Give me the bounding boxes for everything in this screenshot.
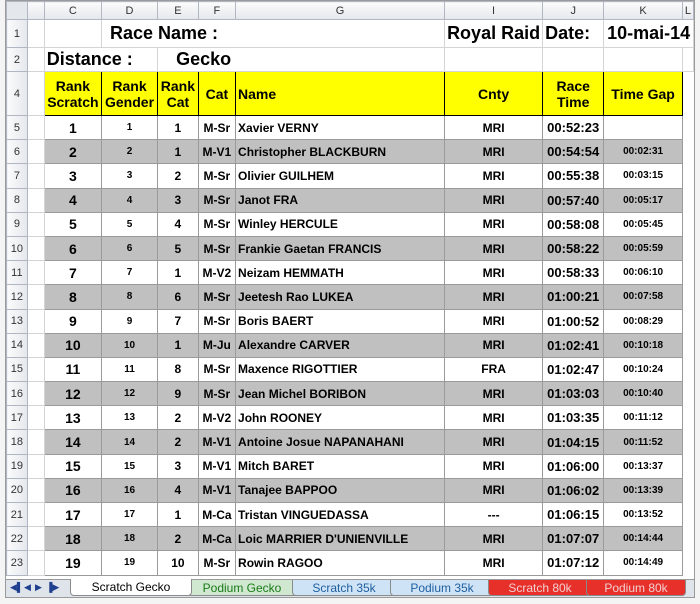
header-cnty[interactable]: Cnty [445,72,543,116]
row-header[interactable]: 9 [7,212,28,236]
cell-blank[interactable] [27,503,44,527]
rank-scratch-cell[interactable]: 3 [44,164,101,188]
rank-scratch-cell[interactable]: 10 [44,333,101,357]
rank-cat-cell[interactable]: 2 [158,430,199,454]
cat-cell[interactable]: M-V2 [198,406,235,430]
sheet-tab-scratch-80k[interactable]: Scratch 80k [488,580,592,596]
rank-cat-cell[interactable]: 7 [158,309,199,333]
cnty-cell[interactable]: MRI [445,188,543,212]
row-header[interactable]: 16 [7,382,28,406]
cell-blank[interactable] [27,430,44,454]
cat-cell[interactable]: M-V1 [198,478,235,502]
rank-gender-cell[interactable]: 4 [101,188,157,212]
rank-gender-cell[interactable]: 15 [101,454,157,478]
row-header[interactable]: 10 [7,236,28,260]
row-header[interactable]: 20 [7,478,28,502]
cell-blank[interactable] [27,261,44,285]
cell-blank[interactable] [27,527,44,551]
table-row [7,212,694,236]
rank-cat-cell[interactable]: 4 [158,478,199,502]
cnty-cell[interactable]: MRI [445,285,543,309]
cnty-cell[interactable]: MRI [445,430,543,454]
column-header-k[interactable]: K [604,2,683,20]
row-header[interactable]: 12 [7,285,28,309]
time-gap-cell[interactable]: 00:13:37 [604,454,683,478]
name-cell[interactable]: Boris BAERT [236,309,445,333]
name-cell[interactable]: Janot FRA [236,188,445,212]
time-gap-cell[interactable]: 00:07:58 [604,285,683,309]
header-rank-cat[interactable]: Rank Cat [158,72,199,116]
cell-blank[interactable] [27,357,44,381]
race-time-cell[interactable]: 01:03:35 [543,406,604,430]
results-grid [6,1,694,576]
table-row [7,430,694,454]
cat-cell[interactable]: M-Sr [198,188,235,212]
sheet-tab-scratch-35k[interactable]: Scratch 35k [292,580,396,596]
cat-cell[interactable]: M-Sr [198,212,235,236]
column-header-blank[interactable] [27,2,44,20]
race-name-value[interactable]: Royal Raid [445,20,543,48]
table-row [7,406,694,430]
rank-gender-cell[interactable]: 13 [101,406,157,430]
cell-blank[interactable] [682,48,693,72]
header-rank-gender[interactable]: Rank Gender [101,72,157,116]
cnty-cell[interactable]: MRI [445,212,543,236]
cell-blank[interactable] [445,48,543,72]
name-cell[interactable]: Tristan VINGUEDASSA [236,503,445,527]
time-gap-cell[interactable]: 00:11:12 [604,406,683,430]
table-row [7,116,694,140]
table-row [7,382,694,406]
race-time-cell[interactable]: 01:06:02 [543,478,604,502]
row-header[interactable]: 13 [7,309,28,333]
time-gap-cell[interactable]: 00:13:39 [604,478,683,502]
rank-gender-cell[interactable]: 19 [101,551,157,575]
rank-scratch-cell[interactable]: 2 [44,140,101,164]
date-value[interactable]: 10-mai-14 [604,20,694,48]
rank-gender-cell[interactable]: 10 [101,333,157,357]
race-time-cell[interactable]: 01:02:41 [543,333,604,357]
table-row [7,236,694,260]
rank-scratch-cell[interactable]: 9 [44,309,101,333]
cnty-cell[interactable]: MRI [445,116,543,140]
name-cell[interactable]: Tanajee BAPPOO [236,478,445,502]
cnty-cell[interactable]: MRI [445,527,543,551]
cat-cell[interactable]: M-V1 [198,454,235,478]
sheet-tab-podium-35k[interactable]: Podium 35k [390,580,494,596]
cat-cell[interactable]: M-Ju [198,333,235,357]
rank-gender-cell[interactable]: 6 [101,236,157,260]
select-all-corner[interactable] [7,2,28,20]
column-header-f[interactable]: F [198,2,235,20]
cell-blank[interactable] [27,236,44,260]
rank-cat-cell[interactable]: 9 [158,382,199,406]
cat-cell[interactable]: M-Ca [198,527,235,551]
table-row [7,164,694,188]
cell-blank[interactable] [27,333,44,357]
column-header-d[interactable]: D [101,2,157,20]
time-gap-cell[interactable]: 00:11:52 [604,430,683,454]
column-header-l[interactable]: L [682,2,693,20]
race-time-cell[interactable]: 01:04:15 [543,430,604,454]
time-gap-cell[interactable]: 00:10:40 [604,382,683,406]
name-cell[interactable]: Mitch BARET [236,454,445,478]
rank-scratch-cell[interactable]: 4 [44,188,101,212]
row-header-1[interactable]: 1 [7,20,28,48]
rank-cat-cell[interactable]: 2 [158,406,199,430]
time-gap-cell[interactable]: 00:03:15 [604,164,683,188]
race-time-cell[interactable]: 00:58:08 [543,212,604,236]
name-cell[interactable]: John ROONEY [236,406,445,430]
name-cell[interactable]: Winley HERCULE [236,212,445,236]
rank-scratch-cell[interactable]: 5 [44,212,101,236]
row-header[interactable]: 5 [7,116,28,140]
rank-scratch-cell[interactable]: 19 [44,551,101,575]
race-time-cell[interactable]: 00:58:22 [543,236,604,260]
table-row [7,140,694,164]
table-row [7,333,694,357]
time-gap-cell[interactable]: 00:05:17 [604,188,683,212]
first-sheet-icon[interactable]: ◀▌ [10,582,24,592]
name-cell[interactable]: Loic MARRIER D'UNIENVILLE [236,527,445,551]
name-cell[interactable]: Jean Michel BORIBON [236,382,445,406]
rank-scratch-cell[interactable]: 13 [44,406,101,430]
rank-gender-cell[interactable]: 16 [101,478,157,502]
race-time-cell[interactable]: 00:57:40 [543,188,604,212]
rank-scratch-cell[interactable]: 12 [44,382,101,406]
name-cell[interactable]: Olivier GUILHEM [236,164,445,188]
cnty-cell[interactable]: MRI [445,309,543,333]
row-header-2[interactable]: 2 [7,48,28,72]
name-cell[interactable]: Alexandre CARVER [236,333,445,357]
row-header[interactable]: 22 [7,527,28,551]
row-header-4[interactable]: 4 [7,72,28,116]
cell-blank[interactable] [27,406,44,430]
cnty-cell[interactable]: MRI [445,382,543,406]
rank-cat-cell[interactable]: 3 [158,454,199,478]
cat-cell[interactable]: M-Sr [198,164,235,188]
rank-gender-cell[interactable]: 7 [101,261,157,285]
rank-gender-cell[interactable]: 12 [101,382,157,406]
race-time-cell[interactable]: 01:07:07 [543,527,604,551]
race-time-cell[interactable]: 01:02:47 [543,357,604,381]
rank-cat-cell[interactable]: 5 [158,236,199,260]
distance-value[interactable]: Gecko [158,48,445,72]
time-gap-cell[interactable]: 00:05:59 [604,236,683,260]
name-cell[interactable]: Antoine Josue NAPANAHANI [236,430,445,454]
sheet-tab-scratch-gecko[interactable]: Scratch Gecko [70,579,192,596]
table-row [7,285,694,309]
last-sheet-icon[interactable]: ▐▶ [46,582,60,592]
table-row [7,309,694,333]
time-gap-cell[interactable]: 00:06:10 [604,261,683,285]
cell-blank[interactable] [27,116,44,140]
table-row [7,478,694,502]
spreadsheet-window [5,0,695,598]
cat-cell[interactable]: M-V1 [198,430,235,454]
cnty-cell[interactable]: MRI [445,478,543,502]
table-row [7,527,694,551]
name-cell[interactable]: Xavier VERNY [236,116,445,140]
cat-cell[interactable]: M-Sr [198,551,235,575]
cell-blank[interactable] [27,140,44,164]
table-row [7,188,694,212]
time-gap-cell[interactable]: 00:13:52 [604,503,683,527]
cat-cell[interactable]: M-Sr [198,309,235,333]
rank-gender-cell[interactable]: 1 [101,116,157,140]
cnty-cell[interactable]: MRI [445,406,543,430]
cnty-cell[interactable]: --- [445,503,543,527]
row-header[interactable]: 8 [7,188,28,212]
rank-scratch-cell[interactable]: 16 [44,478,101,502]
rank-scratch-cell[interactable]: 8 [44,285,101,309]
rank-gender-cell[interactable]: 18 [101,527,157,551]
time-gap-cell[interactable]: 00:02:31 [604,140,683,164]
cat-cell[interactable]: M-Sr [198,357,235,381]
time-gap-cell[interactable]: 00:10:18 [604,333,683,357]
rank-cat-cell[interactable]: 1 [158,333,199,357]
row-header[interactable]: 23 [7,551,28,575]
table-row [7,357,694,381]
cell-blank[interactable] [27,212,44,236]
rank-gender-cell[interactable]: 11 [101,357,157,381]
row-header[interactable]: 21 [7,503,28,527]
column-header-i[interactable]: I [445,2,543,20]
rank-cat-cell[interactable]: 2 [158,527,199,551]
time-gap-cell[interactable]: 00:14:49 [604,551,683,575]
column-header-g[interactable]: G [236,2,445,20]
row-header[interactable]: 17 [7,406,28,430]
rank-cat-cell[interactable]: 3 [158,188,199,212]
cnty-cell[interactable]: MRI [445,140,543,164]
name-cell[interactable]: Rowin RAGOO [236,551,445,575]
rank-scratch-cell[interactable]: 7 [44,261,101,285]
table-row [7,454,694,478]
race-time-cell[interactable]: 01:03:03 [543,382,604,406]
table-row [7,261,694,285]
rank-scratch-cell[interactable]: 15 [44,454,101,478]
table-row [7,551,694,575]
race-time-cell[interactable]: 00:58:33 [543,261,604,285]
cnty-cell[interactable]: FRA [445,357,543,381]
row-header[interactable]: 11 [7,261,28,285]
time-gap-cell[interactable]: 00:10:24 [604,357,683,381]
row-header[interactable]: 6 [7,140,28,164]
rank-gender-cell[interactable]: 14 [101,430,157,454]
time-gap-cell[interactable] [604,116,683,140]
rank-scratch-cell[interactable]: 6 [44,236,101,260]
rank-gender-cell[interactable]: 2 [101,140,157,164]
table-row [7,503,694,527]
sheet-tab-bar [6,579,694,597]
cell-blank[interactable] [604,48,683,72]
rank-scratch-cell[interactable]: 1 [44,116,101,140]
time-gap-cell[interactable]: 00:05:45 [604,212,683,236]
prev-sheet-icon[interactable]: ◀ [24,582,31,592]
race-time-cell[interactable]: 01:00:21 [543,285,604,309]
rank-scratch-cell[interactable]: 17 [44,503,101,527]
cat-cell[interactable]: M-V1 [198,140,235,164]
race-time-cell[interactable]: 00:54:54 [543,140,604,164]
rank-gender-cell[interactable]: 3 [101,164,157,188]
row-header[interactable]: 14 [7,333,28,357]
cat-cell[interactable]: M-Ca [198,503,235,527]
name-cell[interactable]: Jeetesh Rao LUKEA [236,285,445,309]
name-cell[interactable]: Neizam HEMMATH [236,261,445,285]
rank-scratch-cell[interactable]: 14 [44,430,101,454]
rank-gender-cell[interactable]: 5 [101,212,157,236]
cell-blank[interactable] [27,285,44,309]
cell-blank[interactable] [27,309,44,333]
race-time-cell[interactable]: 01:06:15 [543,503,604,527]
time-gap-cell[interactable]: 00:08:29 [604,309,683,333]
column-header-e[interactable]: E [158,2,199,20]
rank-cat-cell[interactable]: 8 [158,357,199,381]
cell-blank[interactable] [27,188,44,212]
row-header[interactable]: 19 [7,454,28,478]
cat-cell[interactable]: M-Sr [198,382,235,406]
cat-cell[interactable]: M-Sr [198,285,235,309]
cnty-cell[interactable]: MRI [445,333,543,357]
cat-cell[interactable]: M-Sr [198,116,235,140]
header-rank-scratch[interactable]: Rank Scratch [44,72,101,116]
name-cell[interactable]: Frankie Gaetan FRANCIS [236,236,445,260]
header-name[interactable]: Name [236,72,445,116]
cnty-cell[interactable]: MRI [445,261,543,285]
race-time-cell[interactable]: 00:52:23 [543,116,604,140]
header-time-gap[interactable]: Time Gap [604,72,683,116]
race-time-cell[interactable]: 01:06:00 [543,454,604,478]
sheet-tab-podium-80k[interactable]: Podium 80k [586,580,686,596]
cell-blank[interactable] [543,48,604,72]
cell-blank[interactable] [27,382,44,406]
header-race-time[interactable]: Race Time [543,72,604,116]
cell-blank[interactable] [27,454,44,478]
cnty-cell[interactable]: MRI [445,454,543,478]
cell-blank[interactable] [27,72,44,116]
cell-blank[interactable] [27,20,44,48]
rank-cat-cell[interactable]: 4 [158,212,199,236]
rank-cat-cell[interactable]: 1 [158,116,199,140]
race-time-cell[interactable]: 00:55:38 [543,164,604,188]
cell-blank[interactable] [27,164,44,188]
row-header[interactable]: 18 [7,430,28,454]
date-label[interactable]: Date: [543,20,604,48]
column-header-j[interactable]: J [543,2,604,20]
row-header[interactable]: 7 [7,164,28,188]
name-cell[interactable]: Maxence RIGOTTIER [236,357,445,381]
distance-label[interactable]: Distance : [44,48,157,72]
time-gap-cell[interactable]: 00:14:44 [604,527,683,551]
column-header-c[interactable]: C [44,2,101,20]
rank-cat-cell[interactable]: 10 [158,551,199,575]
race-time-cell[interactable]: 01:00:52 [543,309,604,333]
rank-gender-cell[interactable]: 9 [101,309,157,333]
race-time-cell[interactable]: 01:07:12 [543,551,604,575]
cat-cell[interactable]: M-Sr [198,236,235,260]
cnty-cell[interactable]: MRI [445,551,543,575]
row-header[interactable]: 15 [7,357,28,381]
cat-cell[interactable]: M-V2 [198,261,235,285]
cell-blank[interactable] [27,478,44,502]
rank-scratch-cell[interactable]: 11 [44,357,101,381]
cnty-cell[interactable]: MRI [445,236,543,260]
cell-blank[interactable] [27,551,44,575]
header-cat[interactable]: Cat [198,72,235,116]
next-sheet-icon[interactable]: ▶ [35,582,42,592]
sheet-tab-podium-gecko[interactable]: Podium Gecko [186,580,298,596]
cell-blank[interactable] [44,20,101,48]
rank-scratch-cell[interactable]: 18 [44,527,101,551]
name-cell[interactable]: Christopher BLACKBURN [236,140,445,164]
rank-gender-cell[interactable]: 8 [101,285,157,309]
cnty-cell[interactable]: MRI [445,164,543,188]
rank-cat-cell[interactable]: 1 [158,140,199,164]
race-name-label[interactable]: Race Name : [101,20,444,48]
rank-gender-cell[interactable]: 17 [101,503,157,527]
rank-cat-cell[interactable]: 1 [158,503,199,527]
rank-cat-cell[interactable]: 6 [158,285,199,309]
rank-cat-cell[interactable]: 1 [158,261,199,285]
rank-cat-cell[interactable]: 2 [158,164,199,188]
cell-blank[interactable] [27,48,44,72]
